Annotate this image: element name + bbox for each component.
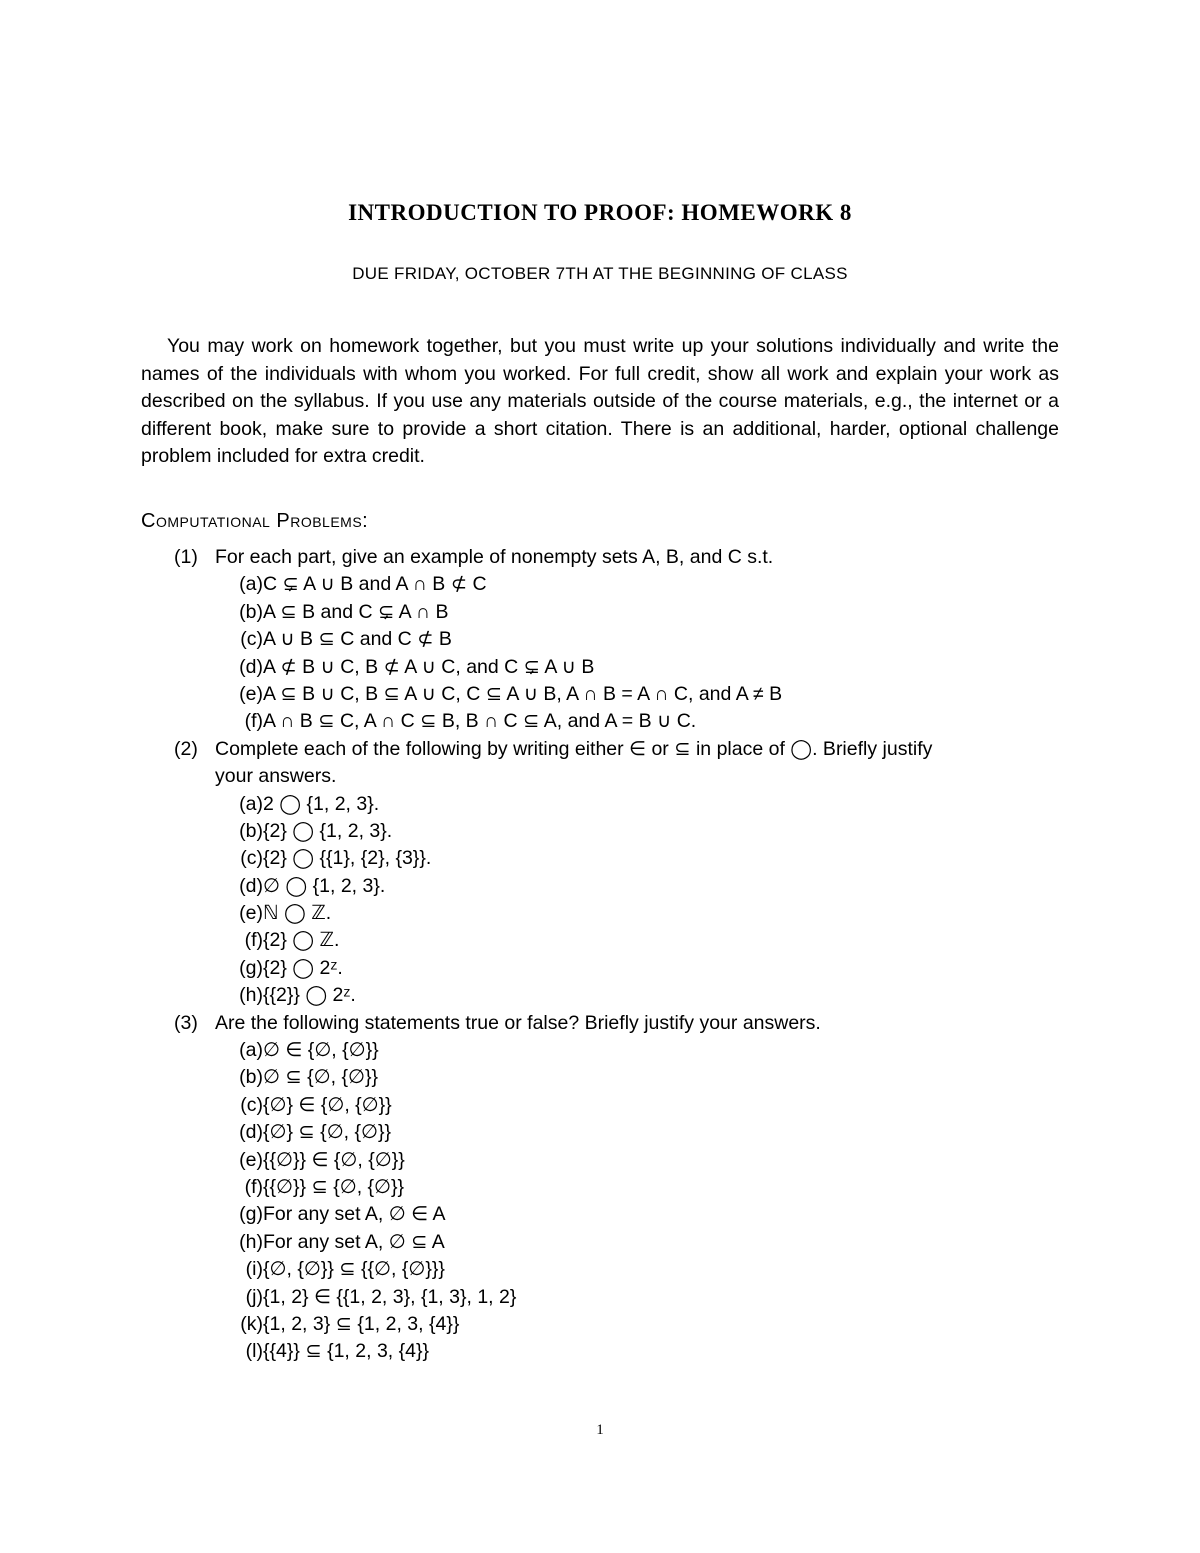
part-text: For any set A, ∅ ∈ A xyxy=(263,1203,446,1226)
part-text: {∅} ⊆ {∅, {∅}} xyxy=(263,1121,392,1144)
part-text: {1, 2, 3} ⊆ {1, 2, 3, {4}} xyxy=(263,1312,460,1335)
part-label: (f) xyxy=(244,1175,263,1198)
due-date-subtitle: DUE FRIDAY, OCTOBER 7TH AT THE BEGINNING OF CLASS xyxy=(352,264,848,283)
part-text: {2} ◯ {1, 2, 3}. xyxy=(263,819,393,842)
problem-part xyxy=(141,1174,1061,1201)
part-text: {{2}} ◯ 2ᶻ. xyxy=(263,984,356,1007)
problem-part xyxy=(141,626,1061,653)
part-text: A ∩ B ⊆ C, A ∩ C ⊆ B, B ∩ C ⊆ A, and A = B ∪ C. xyxy=(263,710,697,733)
part-label: (a) xyxy=(239,573,263,596)
problem-part xyxy=(141,654,1061,681)
part-label: (i) xyxy=(245,1258,263,1281)
problem-part xyxy=(141,955,1061,982)
part-text: C ⊊ A ∪ B and A ∩ B ⊄ C xyxy=(263,573,487,596)
part-label: (d) xyxy=(239,1121,263,1144)
part-label: (l) xyxy=(245,1340,263,1363)
part-text: ∅ ∈ {∅, {∅}} xyxy=(263,1039,379,1062)
problem-part xyxy=(141,1201,1061,1228)
part-label: (f) xyxy=(244,929,263,952)
problem-text-cont: your answers. xyxy=(215,765,337,788)
problem-part xyxy=(141,1338,1061,1365)
problem-number: (2) xyxy=(174,737,198,760)
part-label: (b) xyxy=(239,600,263,623)
page-title: INTRODUCTION TO PROOF: HOMEWORK 8 xyxy=(348,200,852,225)
part-label: (h) xyxy=(239,984,263,1007)
problem-2 xyxy=(141,736,1061,763)
problem-part xyxy=(141,571,1061,598)
part-label: (d) xyxy=(239,874,263,897)
part-text: A ⊆ B ∪ C, B ⊆ A ∪ C, C ⊆ A ∪ B, A ∩ B = A ∩ C, and A ≠ B xyxy=(263,682,783,705)
problem-text: Are the following statements true or false? Briefly justify your answers. xyxy=(215,1011,821,1034)
part-text: {{4}} ⊆ {1, 2, 3, {4}} xyxy=(263,1340,430,1363)
problem-list xyxy=(141,544,1061,1366)
problem-part xyxy=(141,599,1061,626)
part-label: (c) xyxy=(240,628,263,651)
problem-part xyxy=(141,1147,1061,1174)
part-label: (b) xyxy=(239,819,263,842)
part-text: {∅} ∈ {∅, {∅}} xyxy=(263,1093,392,1116)
part-text: ∅ ◯ {1, 2, 3}. xyxy=(263,874,386,897)
problem-part xyxy=(141,982,1061,1009)
problem-part xyxy=(141,900,1061,927)
part-text: {{∅}} ⊆ {∅, {∅}} xyxy=(263,1175,405,1198)
problem-part xyxy=(141,1119,1061,1146)
problem-part xyxy=(141,818,1061,845)
problem-part xyxy=(141,1256,1061,1283)
part-label: (k) xyxy=(240,1312,263,1335)
problem-part xyxy=(141,927,1061,954)
part-text: {∅, {∅}} ⊆ {{∅, {∅}}} xyxy=(263,1258,445,1281)
problem-part xyxy=(141,1092,1061,1119)
part-text: {2} ◯ {{1}, {2}, {3}}. xyxy=(263,847,432,870)
part-label: (a) xyxy=(239,1039,263,1062)
part-label: (a) xyxy=(239,792,263,815)
part-text: A ∪ B ⊆ C and C ⊄ B xyxy=(263,628,452,651)
problem-part xyxy=(141,708,1061,735)
part-label: (j) xyxy=(245,1285,263,1308)
problem-1 xyxy=(141,544,1061,571)
intro-paragraph: You may work on homework together, but you must write up your solutions individually and write the names of the individuals with whom you worked. For full credit, show all work and explain your work as described on the syllabus. If you use any materials outside of the course materials, e.g., the internet or a different book, make sure to provide a short citation. There is an additional, harder, optional challenge problem included for extra credit. xyxy=(141,335,1059,467)
part-text: A ⊄ B ∪ C, B ⊄ A ∪ C, and C ⊊ A ∪ B xyxy=(263,655,595,678)
part-text: {1, 2} ∈ {{1, 2, 3}, {1, 3}, 1, 2} xyxy=(263,1285,517,1308)
part-text: {2} ◯ 2ᶻ. xyxy=(263,956,343,979)
part-label: (g) xyxy=(239,1203,263,1226)
problem-part xyxy=(141,1229,1061,1256)
part-label: (e) xyxy=(239,682,263,705)
problem-part xyxy=(141,791,1061,818)
part-text: {2} ◯ ℤ. xyxy=(263,929,340,952)
part-text: ∅ ⊆ {∅, {∅}} xyxy=(263,1066,379,1089)
problem-text: For each part, give an example of nonempty sets A, B, and C s.t. xyxy=(215,546,774,568)
problem-part xyxy=(141,1311,1061,1338)
part-text: ℕ ◯ ℤ. xyxy=(263,902,332,925)
part-label: (g) xyxy=(239,956,263,979)
page-number: 1 xyxy=(596,1422,604,1438)
part-text: 2 ◯ {1, 2, 3}. xyxy=(263,792,380,815)
problem-3 xyxy=(141,1010,1061,1037)
part-label: (e) xyxy=(239,902,263,925)
part-label: (e) xyxy=(239,1148,263,1171)
part-label: (c) xyxy=(240,847,263,870)
problem-part xyxy=(141,845,1061,872)
part-text: A ⊆ B and C ⊊ A ∩ B xyxy=(263,600,449,623)
section-heading: Computational Problems: xyxy=(141,510,369,532)
part-label: (f) xyxy=(244,710,263,733)
part-label: (d) xyxy=(239,655,263,678)
problem-part xyxy=(141,1064,1061,1091)
problem-part xyxy=(141,873,1061,900)
part-text: For any set A, ∅ ⊆ A xyxy=(263,1230,445,1253)
problem-part xyxy=(141,1037,1061,1064)
problem-part xyxy=(141,681,1061,708)
part-label: (b) xyxy=(239,1066,263,1089)
problem-number: (1) xyxy=(174,546,198,568)
problem-text: Complete each of the following by writing either ∈ or ⊆ in place of ◯. Briefly justify xyxy=(215,737,933,760)
part-text: {{∅}} ∈ {∅, {∅}} xyxy=(263,1148,405,1171)
part-label: (h) xyxy=(239,1230,263,1253)
part-label: (c) xyxy=(240,1093,263,1116)
problem-part xyxy=(141,1284,1061,1311)
problem-number: (3) xyxy=(174,1011,198,1034)
problem-text-continued xyxy=(141,763,1061,790)
